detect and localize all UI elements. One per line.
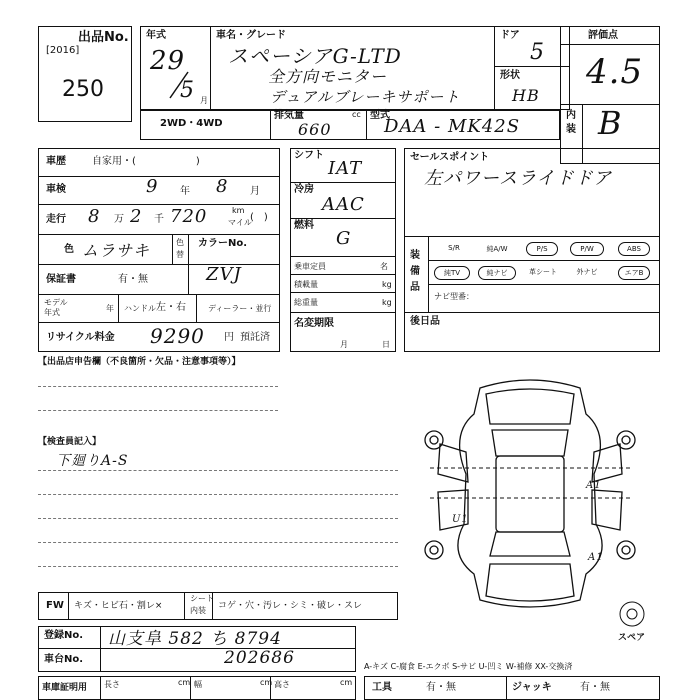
model-code-value: DAA - MK42S <box>384 116 521 137</box>
history-label: 車歴 <box>46 156 66 167</box>
fw-label: FW <box>46 600 64 611</box>
model-year-unit: 年 <box>106 304 114 313</box>
body-type-label: 形状 <box>500 70 520 81</box>
fuel-value: G <box>336 228 352 249</box>
interior-label-bottom: 装 <box>566 124 576 135</box>
mileage-man-unit: 万 <box>114 214 124 225</box>
name-grade-label: 車名・グレード <box>216 30 286 41</box>
inspection-month-unit: 月 <box>250 186 260 197</box>
recycle-label: リサイクル料金 <box>46 332 115 343</box>
color-change-top: 色 <box>176 238 184 247</box>
color-code-value: ZVJ <box>206 264 242 285</box>
after-fit-label: 後日品 <box>410 316 440 327</box>
mileage-unit-km: km <box>232 206 245 215</box>
damage-mark-2: A1 <box>588 552 604 563</box>
color-label: 色 <box>64 244 74 255</box>
load-label: 積載量 <box>294 280 318 289</box>
cert-height: 高さ <box>274 680 290 689</box>
mileage-sen-unit: 千 <box>154 214 164 225</box>
rename-day: 日 <box>382 340 390 349</box>
inspector-note-text: 下廻りA-S <box>56 453 129 469</box>
name-grade-line2: 全方向モニター <box>268 67 388 86</box>
recycle-value: 9290 <box>150 324 205 348</box>
score-label: 評価点 <box>588 30 618 41</box>
jack-value: 有・無 <box>580 682 610 693</box>
lot-number: 250 <box>62 77 104 102</box>
lot-label: 出品No. <box>78 30 129 45</box>
displacement-unit: cc <box>352 110 361 119</box>
equip-navi: 純ナビ <box>478 266 516 280</box>
color-value: ムラサキ <box>82 241 151 260</box>
mileage-man: 8 <box>88 206 101 227</box>
equip-sr: S/R <box>448 244 460 252</box>
slash-mark <box>166 70 192 100</box>
name-grade-line1: スペーシアG-LTD <box>228 44 402 68</box>
gross-unit: kg <box>382 298 392 307</box>
tools-label: 工具 <box>372 682 392 693</box>
spare-label: スペア <box>618 633 646 643</box>
jack-label: ジャッキ <box>512 682 552 693</box>
navi-model-label: ナビ型番： <box>434 292 474 301</box>
mileage-rest: 720 <box>170 206 208 227</box>
chassis-value: 202686 <box>224 648 295 668</box>
shift-value: IAT <box>328 158 363 179</box>
sales-point-value: 左パワースライドドア <box>424 168 613 189</box>
chassis-label: 車台No. <box>44 654 84 665</box>
recycle-note: 預託済 <box>240 332 270 343</box>
equip-label-mid: 備 <box>410 266 420 277</box>
handle-value: 左・右 <box>156 302 186 313</box>
shift-label: シフト <box>294 150 324 161</box>
equip-pw: P/W <box>570 242 604 256</box>
spare-tire-icon <box>618 600 646 628</box>
seat-items: コゲ・穴・汚レ・シミ・破レ・スレ <box>218 601 363 611</box>
registration-label: 登録No. <box>44 630 84 641</box>
mileage-sen: 2 <box>130 206 143 227</box>
model-year-label-top: モデル <box>44 298 68 307</box>
warranty-label: 保証書 <box>46 274 76 285</box>
inspection-month: 8 <box>216 176 229 197</box>
cert-width-unit: cm <box>260 678 273 687</box>
aircon-label: 冷房 <box>294 184 314 195</box>
damage-legend: A-キズ C-腐食 E-エクボ S-サビ U-凹ミ W-補修 XX-交換済 <box>364 662 573 671</box>
recycle-unit: 円 <box>224 332 234 343</box>
equip-tv: 純TV <box>434 266 470 280</box>
damage-mark-1: A1 <box>586 480 602 491</box>
equip-label-top: 装 <box>410 250 420 261</box>
drive-label: 2WD・4WD <box>160 118 223 129</box>
mileage-label: 走行 <box>46 214 66 225</box>
body-type-value: HB <box>512 86 540 105</box>
equip-ext-navi: 外ナビ <box>576 268 598 276</box>
model-year-label-bottom: 年式 <box>44 308 60 317</box>
inspector-note-label: 【検査員記入】 <box>38 437 102 447</box>
sales-point-label: セールスポイント <box>410 152 490 163</box>
reg-year-value: 29 <box>150 46 186 76</box>
inspection-year: 9 <box>146 176 159 197</box>
fw-items: キズ・ヒビ石・割レ× <box>74 601 163 611</box>
car-diagram <box>410 374 650 614</box>
dealer-value: ディーラー・並行 <box>208 304 272 313</box>
capacity-unit: 名 <box>380 262 388 271</box>
cert-width: 幅 <box>194 680 202 689</box>
displacement-label: 排気量 <box>274 110 304 121</box>
fuel-label: 燃料 <box>294 220 314 231</box>
history-value: 自家用・( ) <box>92 156 200 167</box>
seat-label-top: シート <box>190 594 214 603</box>
equip-label-bottom: 品 <box>410 282 420 293</box>
damage-mark-3: U1 <box>452 514 469 525</box>
color-change-bottom: 替 <box>176 250 184 259</box>
cert-label: 車庫証明用 <box>42 683 88 693</box>
mileage-paren: ( ) <box>250 212 268 223</box>
equip-abs: ABS <box>618 242 650 256</box>
equip-alloy: 純A/W <box>486 245 508 253</box>
load-unit: kg <box>382 280 392 289</box>
equip-airbag: エアB <box>618 266 650 280</box>
name-grade-line3: デュアルブレーキサポート <box>270 88 461 106</box>
rename-label: 名変期限 <box>294 318 334 329</box>
reg-month-unit: 月 <box>200 96 208 105</box>
interior-value: B <box>598 104 623 142</box>
equip-ps: P/S <box>526 242 558 256</box>
displacement-value: 660 <box>298 120 332 139</box>
doors-label: ドア <box>500 30 520 41</box>
doors-value: 5 <box>530 40 545 65</box>
aircon-value: AAC <box>322 194 365 215</box>
capacity-label: 乗車定員 <box>294 262 326 271</box>
cert-height-unit: cm <box>340 678 353 687</box>
handle-label: ハンドル <box>124 304 156 313</box>
inspection-year-unit: 年 <box>180 186 190 197</box>
exhibitor-note-label: 【出品店申告欄（不良箇所・欠品・注意事項等）】 <box>38 357 241 367</box>
cert-length-unit: cm <box>178 678 191 687</box>
rename-month: 月 <box>340 340 348 349</box>
lot-year-tag: [2016] <box>46 45 80 56</box>
tools-value: 有・無 <box>426 682 456 693</box>
equip-leather: 革シート <box>529 268 557 276</box>
reg-month-value: 5 <box>180 78 195 103</box>
seat-label-bottom: 内装 <box>190 606 206 615</box>
registration-value: 山支阜 582 ち 8794 <box>108 629 282 649</box>
score-box <box>560 26 660 164</box>
mileage-unit-mile: マイル <box>228 218 252 227</box>
reg-year-label: 年式 <box>146 30 166 41</box>
inspection-label: 車検 <box>46 184 66 195</box>
gross-label: 総重量 <box>294 298 318 307</box>
model-code-label: 型式 <box>370 110 390 121</box>
score-value: 4.5 <box>586 52 644 92</box>
interior-label-top: 内 <box>566 110 576 121</box>
cert-length: 長さ <box>104 680 120 689</box>
color-code-label: カラーNo. <box>198 238 248 249</box>
warranty-value: 有・無 <box>118 274 148 285</box>
